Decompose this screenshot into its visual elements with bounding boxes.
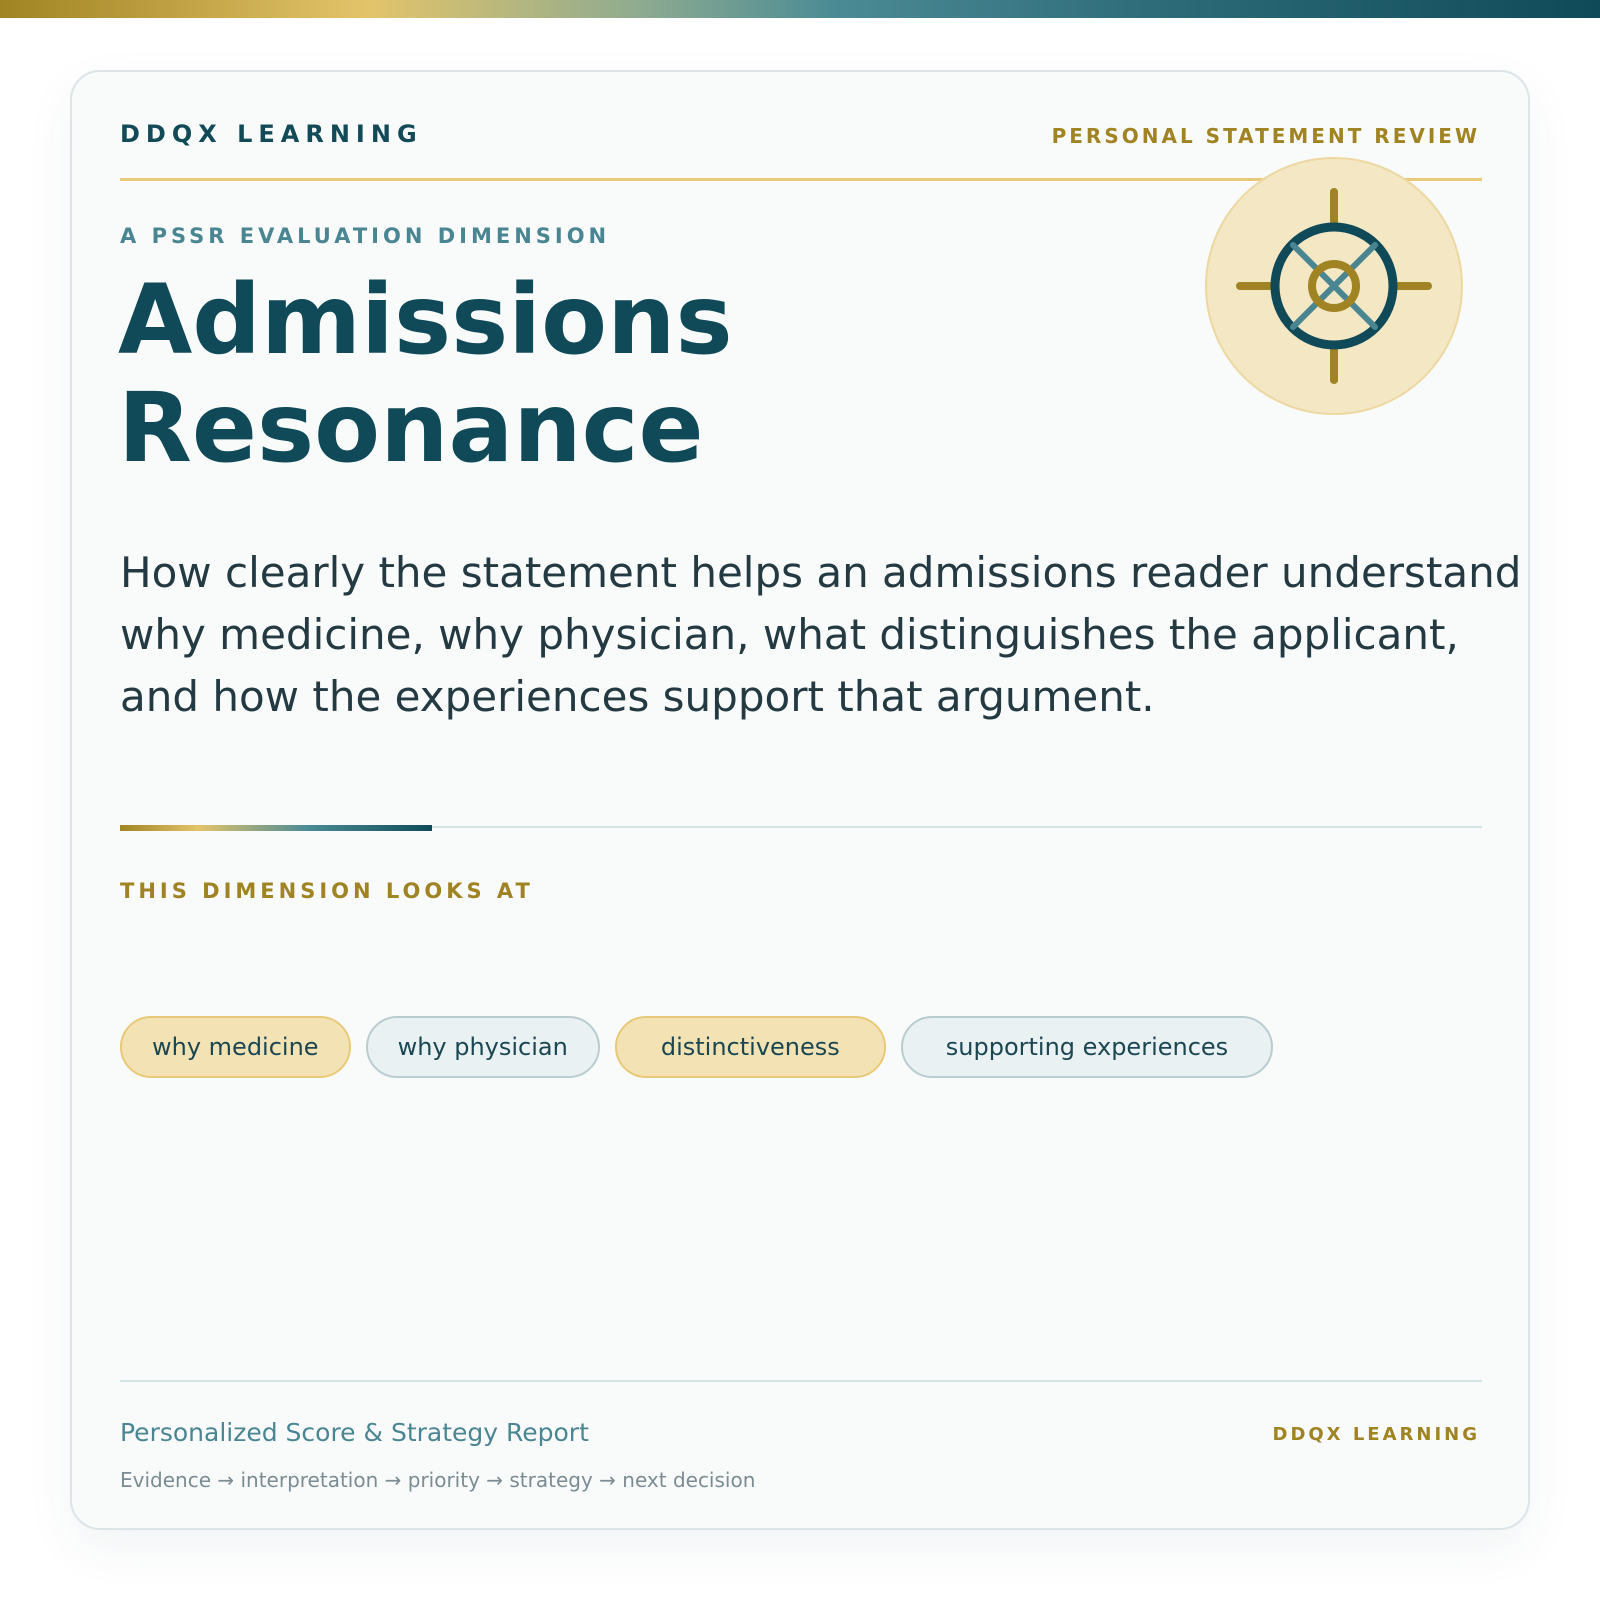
chip-distinctiveness: distinctiveness	[615, 1016, 886, 1078]
footer-tagline: Evidence → interpretation → priority → strategy → next decision	[120, 1468, 756, 1492]
section-divider-accent	[120, 825, 432, 831]
footer-report-title: Personalized Score & Strategy Report	[120, 1418, 589, 1447]
chip-why-physician: why physician	[366, 1016, 600, 1078]
page-title	[118, 266, 733, 482]
footer-brand: DDQX LEARNING	[1272, 1424, 1480, 1445]
dimension-card	[70, 70, 1530, 1530]
focus-chip-list	[120, 1016, 1273, 1078]
top-gradient-band	[0, 0, 1600, 18]
crosshair-target-icon	[1204, 156, 1464, 416]
eyebrow-label: A PSSR EVALUATION DIMENSION	[120, 224, 611, 248]
chip-why-medicine: why medicine	[120, 1016, 351, 1078]
brand-name: DDQX LEARNING	[120, 120, 423, 148]
footer-divider	[120, 1380, 1482, 1382]
chip-supporting-experiences: supporting experiences	[901, 1016, 1273, 1078]
focus-label: THIS DIMENSION LOOKS AT	[120, 879, 534, 903]
title-line-2: Resonance	[118, 372, 704, 484]
title-line-1: Admissions	[118, 264, 733, 376]
dimension-description: How clearly the statement helps an admissions reader understand why medicine, why physician, what distinguishes the applicant, and how the experiences support that argument.	[120, 548, 1522, 721]
section-name: PERSONAL STATEMENT REVIEW	[1051, 124, 1480, 148]
